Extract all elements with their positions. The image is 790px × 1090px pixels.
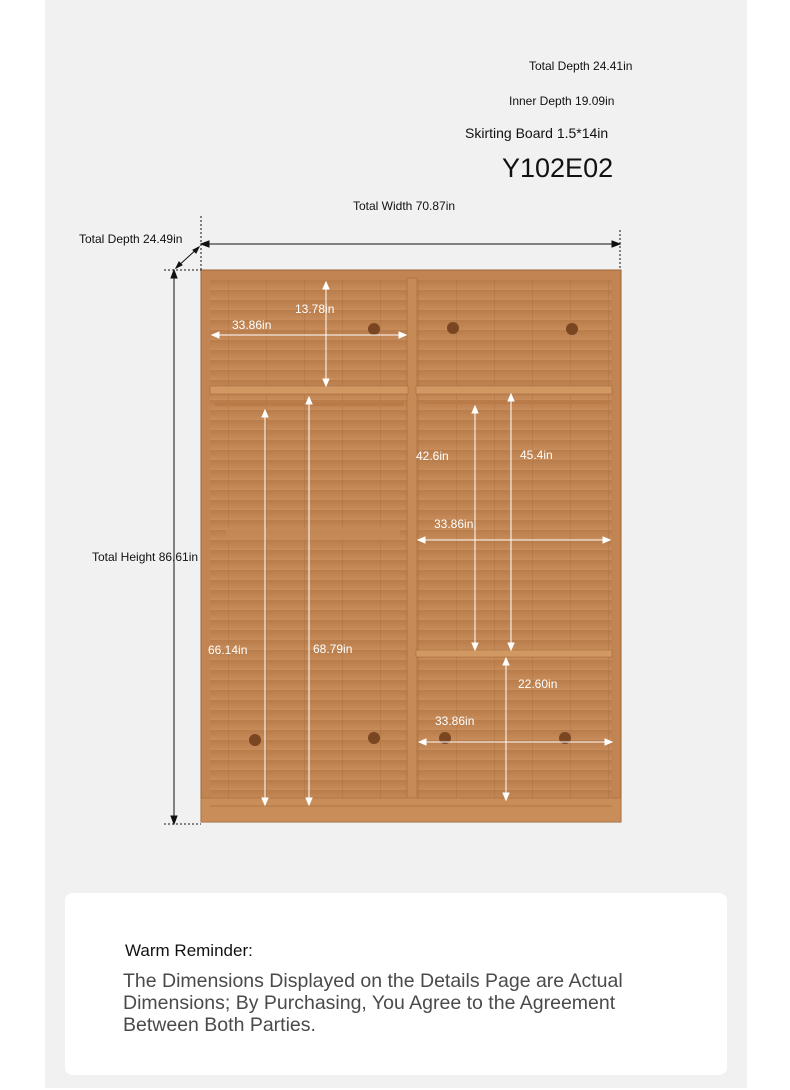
vent-icon [447, 322, 459, 334]
right-bottom-height-label: 22.60in [518, 677, 558, 691]
left-top-height-label: 13.78in [295, 302, 335, 316]
left-top-shelf [210, 386, 408, 394]
right-mid-width-label: 33.86in [434, 517, 474, 531]
right-bottom-width-label: 33.86in [435, 714, 475, 728]
reminder-title: Warm Reminder: [125, 941, 253, 960]
reminder-card [65, 893, 727, 1075]
left-hang-b-label: 68.79in [313, 642, 353, 656]
right-top-shelf [416, 386, 612, 394]
model-code: Y102E02 [502, 153, 614, 183]
vent-icon [368, 732, 380, 744]
total-height-label: Total Height 86.61in [92, 550, 199, 564]
total-width-label: Total Width 70.87in [353, 199, 456, 213]
skirting-board-spec: Skirting Board 1.5*14in [465, 125, 609, 141]
reminder-body: The Dimensions Displayed on the Details Page are Actual Dimensions; By Purchasing, You Agree to the Agreement Between Both Parties. [123, 970, 623, 1036]
inner-depth-spec: Inner Depth 19.09in [509, 94, 615, 108]
total-depth-spec: Total Depth 24.41in [529, 59, 633, 73]
right-hang-a-label: 42.6in [416, 449, 449, 463]
left-hang-a-label: 66.14in [208, 643, 248, 657]
center-divider [407, 278, 417, 800]
right-hang-b-label: 45.4in [520, 448, 553, 462]
left-top-width-label: 33.86in [232, 318, 272, 332]
vent-icon [249, 734, 261, 746]
total-depth-side-label: Total Depth 24.49in [79, 232, 183, 246]
right-lower-shelf [416, 650, 612, 657]
vent-icon [566, 323, 578, 335]
vent-icon [368, 323, 380, 335]
